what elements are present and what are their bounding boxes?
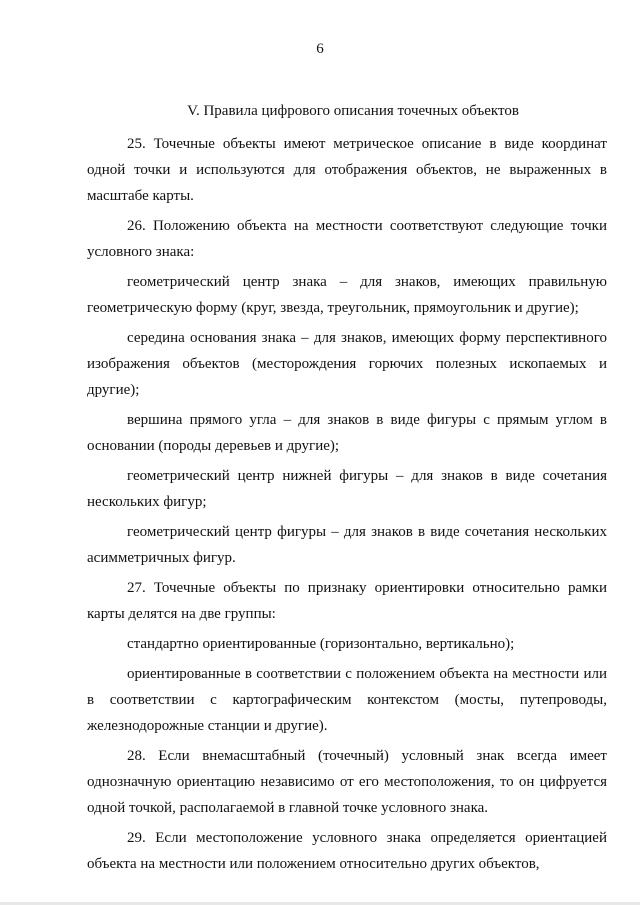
paragraph-25: 25. Точечные объекты имеют метрическое описание в виде координат одной точки и используются для отображения объектов, не выраженных в масштабе карты. <box>87 136 607 204</box>
list-item-base-middle: середина основания знака – для знаков, имеющих форму перспективного изображения объектов (месторождения горючих полезных ископаемых и другие); <box>87 330 607 398</box>
paragraph-29: 29. Если местоположение условного знака определяется ориентацией объекта на местности или положением относительно других объектов, <box>87 830 607 872</box>
list-item-geometric-center: геометрический центр знака – для знаков, имеющих правильную геометрическую форму (круг, звезда, треугольник, прямоугольник и другие); <box>87 274 607 316</box>
list-item-standard-oriented: стандартно ориентированные (горизонтально, вертикально); <box>127 636 515 652</box>
section-heading: V. Правила цифрового описания точечных объектов <box>187 103 519 119</box>
list-item-context-oriented: ориентированные в соответствии с положением объекта на местности или в соответствии с картографическим контекстом (мосты, путепроводы, железнодорожные станции и другие). <box>87 666 607 734</box>
list-item-right-angle-vertex: вершина прямого угла – для знаков в виде фигуры с прямым углом в основании (породы деревьев и другие); <box>87 412 607 454</box>
paragraph-28: 28. Если внемасштабный (точечный) условный знак всегда имеет однозначную ориентацию независимо от его местоположения, то он цифруется одной точкой, располагаемой в главной точке условного знака. <box>87 748 607 816</box>
page-number: 6 <box>316 41 324 57</box>
document-body <box>87 131 607 881</box>
paragraph-27: 27. Точечные объекты по признаку ориентировки относительно рамки карты делятся на две группы: <box>87 580 607 622</box>
list-item-lower-figure-center: геометрический центр нижней фигуры – для знаков в виде сочетания нескольких фигур; <box>87 468 607 510</box>
list-item-figure-center: геометрический центр фигуры – для знаков в виде сочетания нескольких асимметричных фигур. <box>87 524 607 566</box>
paragraph-26: 26. Положению объекта на местности соответствуют следующие точки условного знака: <box>87 218 607 260</box>
